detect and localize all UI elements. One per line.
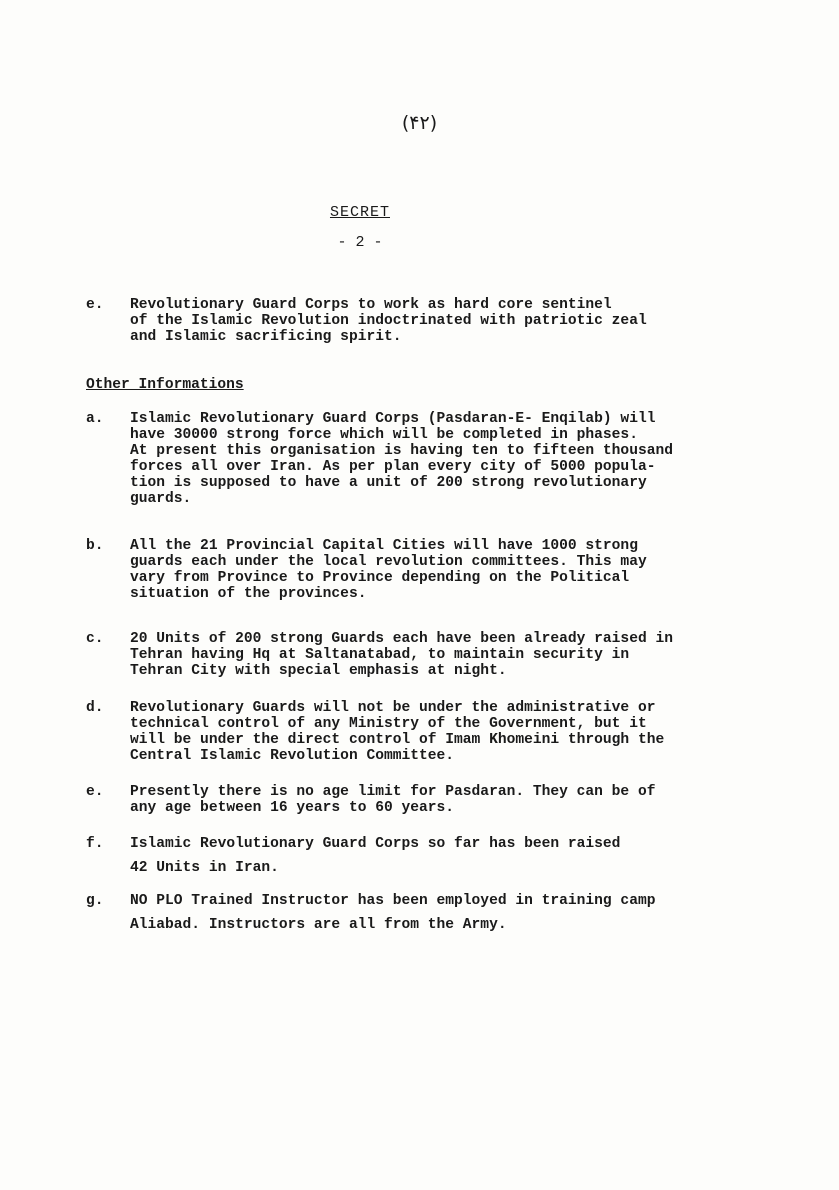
item-label: g. [86,893,104,909]
list-item-a [86,411,776,507]
page-marker: - 2 - [337,234,383,251]
page-number: (۴۲) [401,112,438,134]
item-label: b. [86,538,104,554]
list-item-d [86,700,776,764]
item-text: Presently there is no age limit for Pasdaran. They can be of any age between 16 years to 60 years. [130,784,656,816]
item-label: d. [86,700,104,716]
list-item-g [86,889,776,937]
item-text: Revolutionary Guards will not be under the administrative or technical control of any Ministry of the Government, but it will be under the direct control of Imam Khomeini through the Central Islamic Revolution Committee. [130,700,665,764]
item-label: a. [86,411,104,427]
item-text: NO PLO Trained Instructor has been employed in training camp Aliabad. Instructors are all from the Army. [130,893,656,933]
list-item-e [86,784,776,816]
list-item-f [86,832,776,880]
intro-list-item [86,297,776,345]
item-label: e. [86,297,104,313]
item-label: f. [86,836,104,852]
classification-marking: SECRET [329,204,390,221]
list-item-b [86,538,776,602]
item-text: Revolutionary Guard Corps to work as hard core sentinel of the Islamic Revolution indoctrinated with patriotic zeal and Islamic sacrificing spirit. [130,297,647,345]
section-heading: Other Informations [86,377,244,393]
item-text: Islamic Revolutionary Guard Corps so far has been raised 42 Units in Iran. [130,836,621,876]
item-text: All the 21 Provincial Capital Cities will have 1000 strong guards each under the local revolution committees. This may vary from Province to Province depending on the Political situation of the provinces. [130,538,647,602]
item-label: e. [86,784,104,800]
item-text: 20 Units of 200 strong Guards each have been already raised in Tehran having Hq at Saltanatabad, to maintain security in Tehran City with special emphasis at night. [130,631,673,679]
item-label: c. [86,631,104,647]
item-text: Islamic Revolutionary Guard Corps (Pasdaran-E- Enqilab) will have 30000 strong force which will be completed in phases. At present this organisation is having ten to fifteen thousand forces all over Iran. As per plan every city of 5000 popula- tion is supposed to have a unit of 200 strong revolutionary guards. [130,411,673,507]
list-item-c [86,631,776,679]
